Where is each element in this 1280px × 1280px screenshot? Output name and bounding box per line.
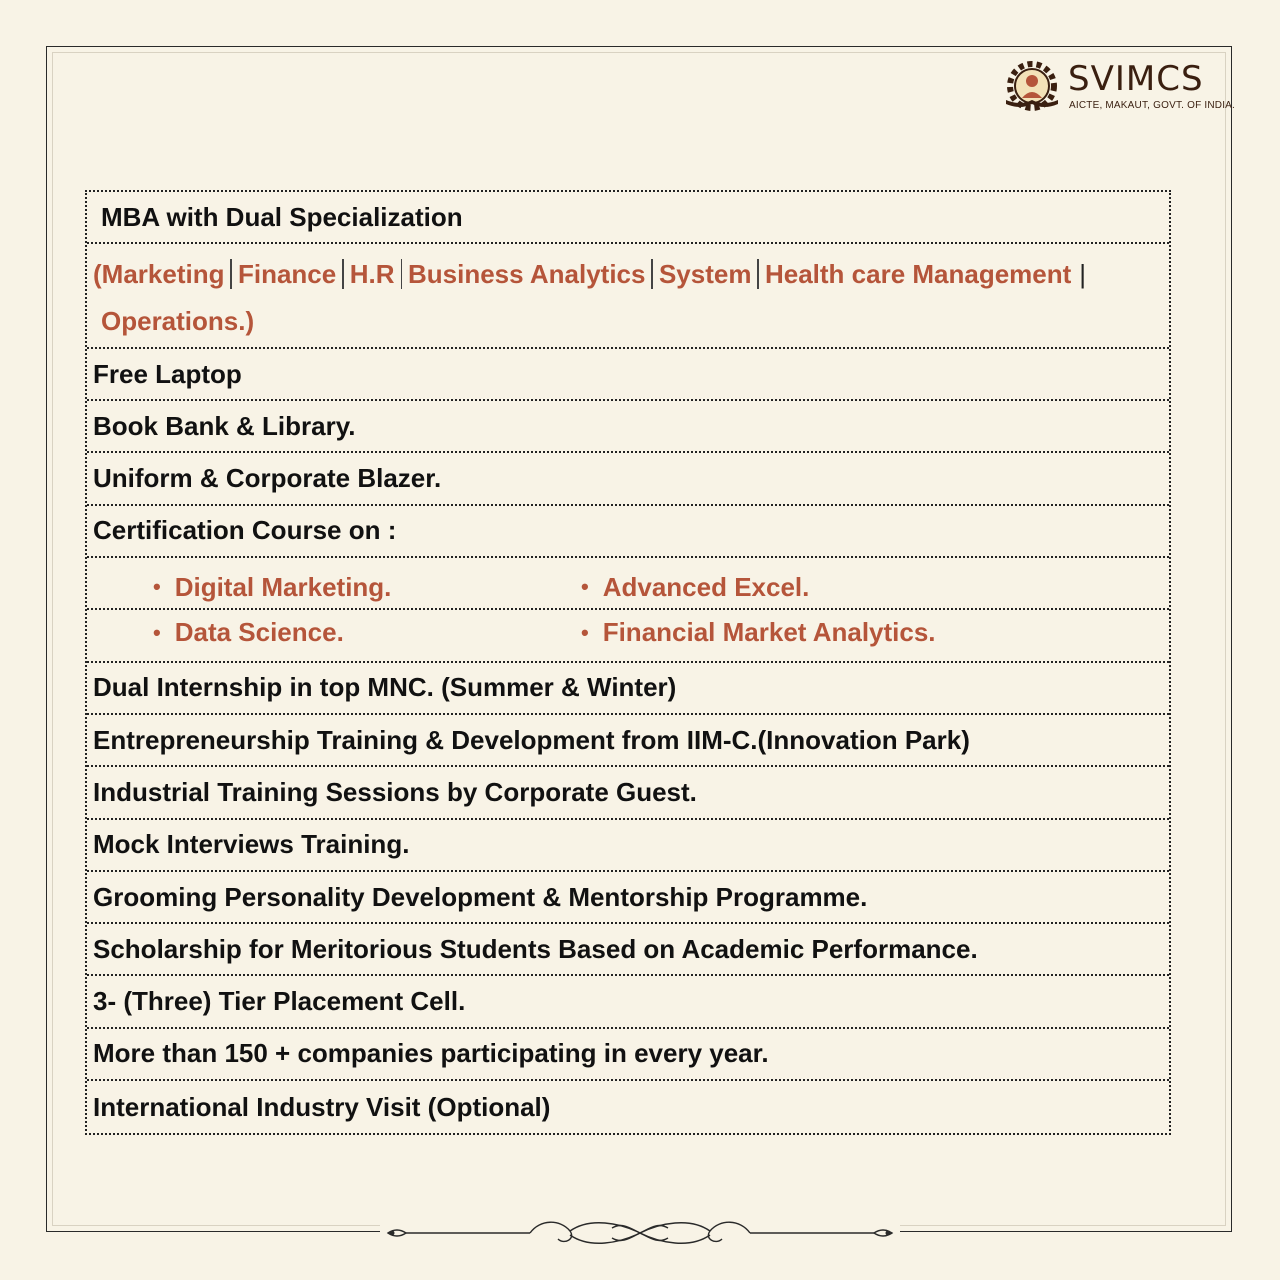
certification-item: [581, 572, 809, 603]
list-item: [87, 767, 1169, 819]
features-table: [85, 190, 1171, 1135]
certification-row: [87, 610, 1169, 662]
list-item: [87, 872, 1169, 924]
certification-item: [581, 617, 936, 648]
feature-text: Dual Internship in top MNC. (Summer & Winter): [93, 672, 677, 703]
separator: [230, 259, 232, 289]
specialization-item: H.R: [349, 259, 395, 290]
list-item: [87, 715, 1169, 767]
feature-text: Entrepreneurship Training & Development from IIM-C.(Innovation Park): [93, 724, 970, 755]
list-item: [87, 506, 1169, 558]
feature-text: More than 150 + companies participating in every year.: [93, 1038, 769, 1069]
list-item: [87, 976, 1169, 1028]
feature-text: Book Bank & Library.: [93, 410, 356, 441]
gear-emblem-icon: [1002, 56, 1064, 118]
table-title: MBA with Dual Specialization: [101, 201, 463, 232]
bullet-icon: •: [581, 574, 589, 600]
list-item: [87, 349, 1169, 401]
feature-text: Certification Course on :: [93, 515, 397, 546]
feature-text: 3- (Three) Tier Placement Cell.: [93, 986, 466, 1017]
specialization-item: Finance: [237, 259, 337, 290]
certification-row: [87, 558, 1169, 610]
feature-text: International Industry Visit (Optional): [93, 1091, 551, 1122]
certification-label: Digital Marketing.: [174, 571, 392, 602]
table-title-row: [87, 192, 1169, 244]
flourish-ornament-icon: [380, 1216, 900, 1250]
specialization-list: [93, 252, 1169, 296]
trailing-separator: |: [1079, 259, 1087, 290]
separator: [401, 259, 403, 289]
bullet-icon: •: [153, 619, 161, 645]
svimcs-logo: [1002, 56, 1236, 122]
list-item: [87, 1029, 1169, 1081]
separator: [757, 259, 759, 289]
list-item: [87, 1081, 1169, 1133]
list-item: [87, 453, 1169, 505]
specialization-item: System: [658, 259, 752, 290]
bullet-icon: •: [581, 619, 589, 645]
certification-label: Data Science.: [174, 617, 344, 648]
bullet-icon: •: [153, 574, 161, 600]
list-item: [87, 820, 1169, 872]
separator: [342, 259, 344, 289]
feature-text: Scholarship for Meritorious Students Based on Academic Performance.: [93, 933, 978, 964]
certification-item: [87, 617, 581, 648]
certification-label: Advanced Excel.: [602, 571, 810, 602]
feature-text: Grooming Personality Development & Mentorship Programme.: [93, 881, 868, 912]
list-item: [87, 663, 1169, 715]
logo-name: SVIMCS: [1068, 59, 1204, 99]
feature-text: Free Laptop: [93, 358, 242, 389]
logo-subtitle: AICTE, MAKAUT, GOVT. OF INDIA.: [1069, 100, 1236, 111]
specialization-item-last: Operations.): [101, 306, 255, 337]
specialization-item: Health care Management: [764, 259, 1072, 290]
list-item: [87, 401, 1169, 453]
list-item: [87, 924, 1169, 976]
separator: [651, 259, 653, 289]
certification-item: [87, 572, 581, 603]
feature-text: Uniform & Corporate Blazer.: [93, 463, 442, 494]
specialization-row: [87, 244, 1169, 349]
certification-label: Financial Market Analytics.: [602, 617, 936, 648]
feature-text: Mock Interviews Training.: [93, 829, 410, 860]
specialization-item: (Marketing: [93, 259, 225, 290]
specialization-item: Business Analytics: [408, 259, 646, 290]
feature-text: Industrial Training Sessions by Corporate Guest.: [93, 776, 697, 807]
